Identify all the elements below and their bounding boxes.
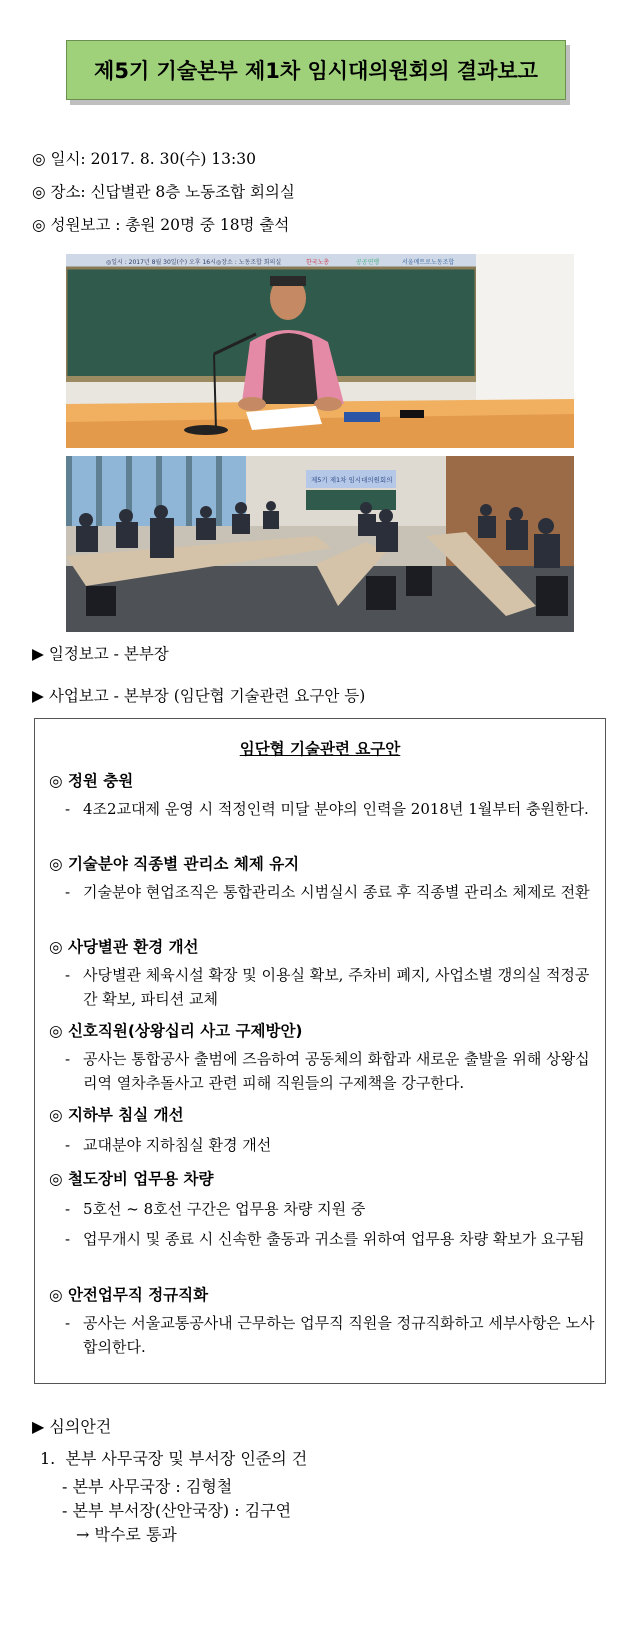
demand-heading-text: 철도장비 업무용 차량 (67, 1170, 214, 1188)
circle-marker-icon: ◎ (49, 1106, 63, 1124)
banner-logo-3: 서울메트로노동조합 (402, 259, 455, 266)
room-photo-image (66, 456, 574, 632)
demands-box (34, 718, 606, 1384)
demand-heading-text: 기술분야 직종별 관리소 체제 유지 (67, 855, 300, 873)
banner-place-text: ◎장소 : 노동조합 회의실 (216, 259, 282, 266)
circle-marker-icon: ◎ (49, 1286, 63, 1304)
dash-mark: - (65, 800, 71, 818)
demand-heading (49, 1019, 303, 1041)
demand-desc (65, 797, 599, 821)
demands-box-title: 임단협 기술관련 요구안 (239, 740, 401, 758)
triangle-marker-icon: ▶ (32, 687, 44, 705)
dash-mark: - (65, 1200, 71, 1218)
info-attendance (32, 213, 289, 235)
dash-mark: - (65, 1230, 71, 1248)
deliberation-line-secretary: - 본부 사무국장 : 김형철 (62, 1477, 233, 1496)
deliberation-heading (32, 1414, 111, 1437)
meeting-photo-room (66, 456, 574, 632)
banner-logo-1: 한국노총 (306, 259, 330, 266)
demand-desc-text: 업무개시 및 종료 시 신속한 출동과 귀소를 위하여 업무용 차량 확보가 요구됨 (83, 1230, 585, 1248)
demand-desc (65, 1133, 599, 1157)
section-schedule-text: 일정보고 - 본부장 (48, 645, 169, 663)
demand-desc-text: 공사는 통합공사 출범에 즈음하여 공동체의 화합과 새로운 출발을 위해 상왕십리역 열차추돌사고 관련 피해 직원들의 구제책을 강구한다. (83, 1050, 590, 1092)
info-date (32, 147, 256, 169)
circle-marker-icon: ◎ (49, 938, 63, 956)
demand-desc-text: 사당별관 체육시설 확장 및 이용실 확보, 주차비 폐지, 사업소별 갱의실 적정공간 확보, 파티션 교체 (83, 966, 590, 1008)
triangle-marker-icon: ▶ (32, 645, 44, 663)
demand-desc (65, 1197, 599, 1221)
demand-desc-text: 4조2교대제 운영 시 적정인력 미달 분야의 인력을 2018년 1월부터 충원한다. (83, 800, 589, 818)
demand-heading-text: 정원 충원 (67, 772, 134, 790)
dash-mark: - (65, 1314, 71, 1332)
demand-desc-text: 교대분야 지하침실 환경 개선 (83, 1136, 272, 1154)
demand-heading (49, 769, 133, 791)
info-date-text: 일시: 2017. 8. 30(수) 13:30 (50, 150, 256, 168)
page-title: 제5기 기술본부 제1차 임시대의원회의 결과보고 (66, 40, 566, 100)
circle-marker-icon: ◎ (32, 216, 46, 234)
circle-marker-icon: ◎ (49, 1022, 63, 1040)
deliberation-heading-text: 심의안건 (49, 1417, 112, 1436)
demand-heading (49, 1103, 184, 1125)
demand-desc (65, 880, 599, 904)
item-number: 1. (40, 1449, 56, 1468)
room-banner-text: 제5기 제1차 임시대의원회의 (311, 476, 393, 484)
item-title: 본부 사무국장 및 부서장 인준의 건 (65, 1449, 308, 1468)
demand-desc (65, 963, 599, 1011)
demand-heading-text: 안전업무직 정규직화 (67, 1286, 209, 1304)
demand-desc (65, 1227, 599, 1251)
circle-marker-icon: ◎ (32, 150, 46, 168)
info-place (32, 180, 295, 202)
deliberation-item (40, 1446, 307, 1469)
dash-mark: - (65, 883, 71, 901)
dash-mark: - (65, 1050, 71, 1068)
circle-marker-icon: ◎ (49, 855, 63, 873)
deliberation-result: → 박수로 통과 (76, 1525, 177, 1544)
demand-heading (49, 1283, 208, 1305)
demand-desc (65, 1047, 599, 1095)
banner-logo-2: 공공연맹 (356, 259, 380, 266)
demand-heading-text: 지하부 침실 개선 (67, 1106, 184, 1124)
banner-date-text: ◎일시 : 2017년 8월 30일(수) 오후 16시 (106, 259, 216, 266)
circle-marker-icon: ◎ (49, 1170, 63, 1188)
demand-desc-text: 5호선 ~ 8호선 구간은 업무용 차량 지원 중 (83, 1200, 366, 1218)
triangle-marker-icon: ▶ (32, 1417, 45, 1436)
demand-desc (65, 1311, 599, 1359)
dash-mark: - (65, 966, 71, 984)
demand-heading (49, 852, 299, 874)
demand-heading (49, 935, 199, 957)
meeting-photo-speaker (66, 254, 574, 448)
info-attendance-text: 성원보고 : 총원 20명 중 18명 출석 (50, 216, 290, 234)
demand-heading-text: 신호직원(상왕십리 사고 구제방안) (67, 1022, 303, 1040)
section-business-text: 사업보고 - 본부장 (임단협 기술관련 요구안 등) (48, 687, 366, 705)
demand-desc-text: 기술분야 현업조직은 통합관리소 시범실시 종료 후 직종별 관리소 체제로 전환 (83, 883, 590, 901)
speaker-photo-image (66, 254, 574, 448)
section-business-report (32, 684, 365, 706)
demand-heading-text: 사당별관 환경 개선 (67, 938, 199, 956)
circle-marker-icon: ◎ (49, 772, 63, 790)
deliberation-line-department: - 본부 부서장(산안국장) : 김구연 (62, 1501, 292, 1520)
info-place-text: 장소: 신답별관 8층 노동조합 회의실 (50, 183, 295, 201)
demand-heading (49, 1167, 214, 1189)
demand-desc-text: 공사는 서울교통공사내 근무하는 업무직 직원을 정규직화하고 세부사항은 노사 합의한다. (83, 1314, 595, 1356)
circle-marker-icon: ◎ (32, 183, 46, 201)
section-schedule-report (32, 642, 169, 664)
dash-mark: - (65, 1136, 71, 1154)
